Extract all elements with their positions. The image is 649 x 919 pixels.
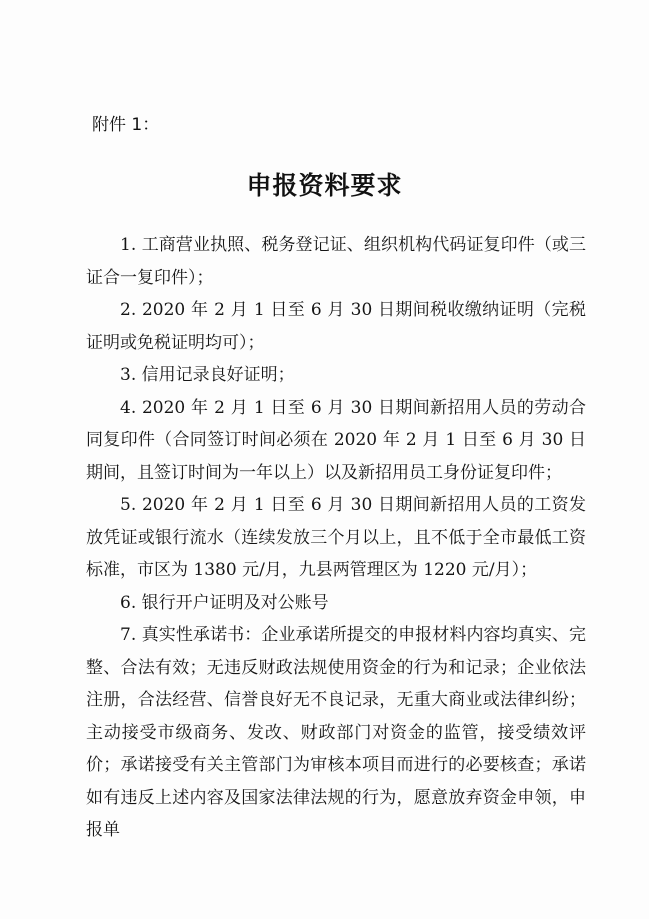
requirement-item-6: 6. 银行开户证明及对公账号 <box>120 592 329 613</box>
requirement-item-5: 5. 2020 年 2 月 1 日至 6 月 30 日期间新招用人员的工资发放凭证或银行流水（连续发放三个月以上，且不低于全市最低工资标准，市区为 1380 元/月，九县两管理区为 1220 元/月）； <box>86 495 586 580</box>
requirements-list <box>86 229 586 847</box>
requirement-item-7: 7. 真实性承诺书：企业承诺所提交的申报材料内容均真实、完整、合法有效；无违反财政法规使用资金的行为和记录；企业依法注册，合法经营、信誉良好无不良记录，无重大商业或法律纠纷；主动接受市级商务、发改、财政部门对资金的监管，接受绩效评价；承诺接受有关主管部门为审核本项目而进行的必要核查；承诺如有违反上述内容及国家法律法规的行为，愿意放弃资金申领，申报单 <box>86 625 586 840</box>
requirement-item-3: 3. 信用记录良好证明； <box>120 365 295 385</box>
requirement-item-4: 4. 2020 年 2 月 1 日至 6 月 30 日期间新招用人员的劳动合同复印件（合同签订时间必须在 2020 年 2 月 1 日至 6 月 30 日期间，且签订时间为一年以上）以及新招用员工身份证复印件； <box>86 397 586 483</box>
document-title: 申报资料要求 <box>246 171 403 200</box>
attachment-label: 附件 1： <box>92 115 160 135</box>
requirement-item-2: 2. 2020 年 2 月 1 日至 6 月 30 日期间税收缴纳证明（完税证明或免税证明均可）； <box>86 300 586 353</box>
requirement-item-1: 1. 工商营业执照、税务登记证、组织机构代码证复印件（或三证合一复印件）； <box>86 235 586 288</box>
